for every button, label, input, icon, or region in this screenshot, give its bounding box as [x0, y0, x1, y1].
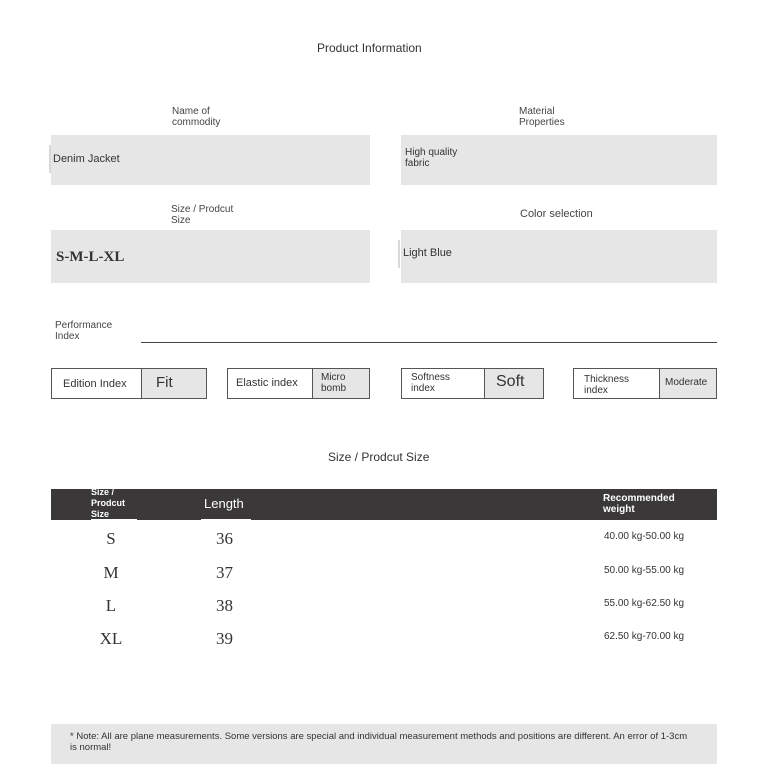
note-box: [51, 724, 717, 764]
color-label: Color selection: [520, 208, 593, 220]
softness-index: [401, 368, 544, 399]
softness-index-value-box: [484, 369, 543, 398]
color-box: [401, 230, 717, 283]
color-value: Light Blue: [403, 247, 452, 259]
table-cell-size: XL: [99, 629, 123, 648]
table-cell-size: M: [103, 563, 119, 582]
table-cell-length: 39: [216, 629, 233, 648]
header-underline: [91, 519, 137, 521]
material-box: [401, 135, 717, 185]
elastic-index-value-box: [312, 369, 369, 398]
performance-divider: [141, 342, 717, 343]
commodity-value: Denim Jacket: [53, 153, 120, 165]
box-accent: [49, 145, 51, 173]
table-cell-length: 36: [216, 529, 233, 548]
edition-index: [51, 368, 207, 399]
thickness-index: [573, 368, 717, 399]
size-label: Size / Prodcut Size: [171, 204, 234, 226]
page-title: Product Information: [317, 41, 422, 55]
size-box: [51, 230, 370, 283]
edition-index-value-box: [141, 369, 206, 398]
material-label: Material Properties: [519, 106, 565, 128]
table-cell-length: 37: [216, 563, 233, 582]
note-text: * Note: All are plane measurements. Some versions are special and individual measurement methods and positions are different. An error of 1-3cm is normal!: [70, 731, 688, 753]
header-length: Length: [204, 496, 244, 511]
box-accent: [398, 240, 400, 268]
size-value: S-M-L-XL: [56, 249, 125, 265]
table-cell-weight: 62.50 kg-70.00 kg: [603, 631, 685, 642]
performance-label: Performance Index: [55, 320, 113, 342]
material-value: High quality fabric: [405, 147, 458, 169]
thickness-index-value-box: [659, 369, 716, 398]
softness-index-label: Softness index: [411, 372, 450, 394]
elastic-index-label: Elastic index: [236, 377, 298, 389]
thickness-index-label: Thickness index: [584, 374, 630, 396]
softness-index-value: Soft: [496, 373, 525, 390]
table-cell-weight: 55.00 kg-62.50 kg: [603, 598, 685, 609]
thickness-index-value: Moderate: [665, 377, 708, 388]
table-cell-size: S: [106, 529, 116, 548]
commodity-box: [51, 135, 370, 185]
elastic-index: [227, 368, 370, 399]
header-weight: Recommended weight: [603, 493, 675, 515]
table-cell-weight: 40.00 kg-50.00 kg: [603, 531, 685, 542]
size-table-title: Size / Prodcut Size: [328, 450, 430, 464]
header-size: Size / Prodcut Size: [91, 487, 126, 519]
table-cell-size: L: [105, 596, 117, 615]
size-table-header: [51, 489, 717, 520]
edition-index-value: Fit: [156, 374, 173, 391]
commodity-label: Name of commodity: [172, 106, 221, 128]
table-cell-weight: 50.00 kg-55.00 kg: [603, 565, 685, 576]
elastic-index-value: Micro bomb: [321, 372, 347, 394]
header-underline: [201, 519, 251, 521]
edition-index-label: Edition Index: [63, 378, 127, 390]
table-cell-length: 38: [216, 596, 233, 615]
